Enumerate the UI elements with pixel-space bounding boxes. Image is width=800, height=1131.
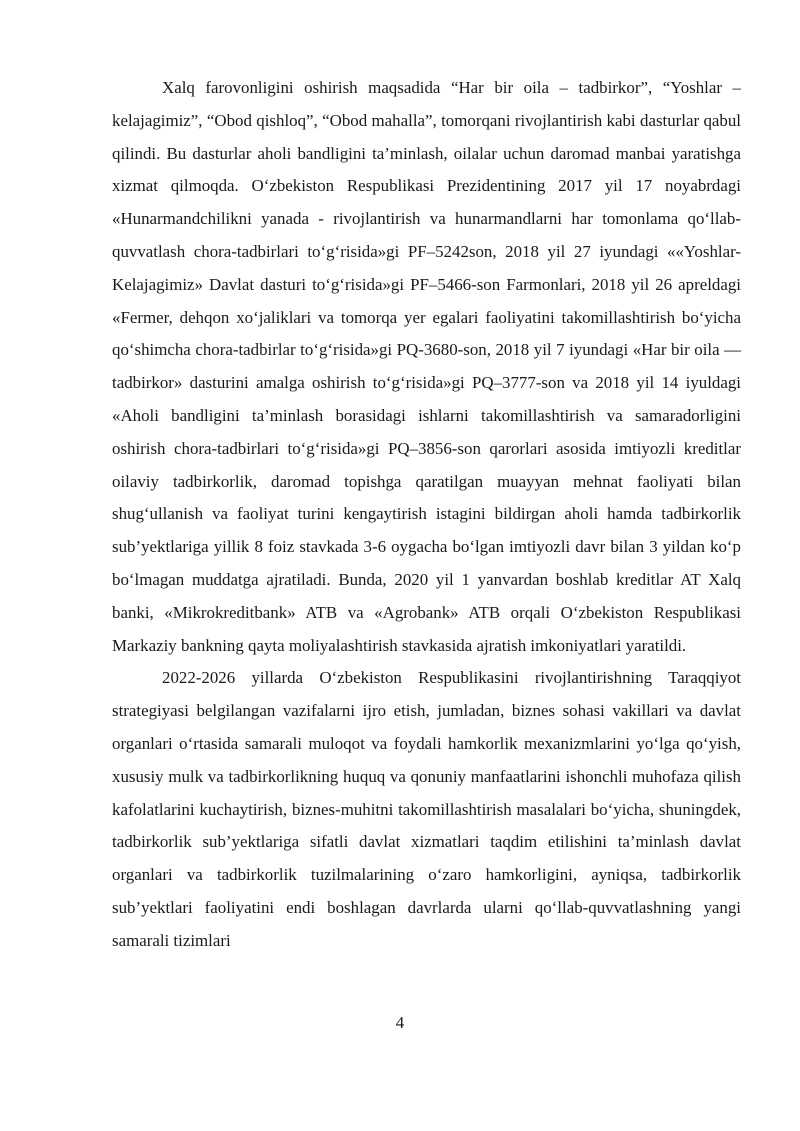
paragraph-1: Xalq farovonligini oshirish maqsadida “Har bir oila – tadbirkor”, “Yoshlar – kelajagimiz”, “Obod qishloq”, “Obod mahalla”, tomorqani rivojlantirish kabi dasturlar qabul qilindi. Bu dasturlar aholi bandligini ta’minlash, oilalar uchun daromad manbai yaratishga xizmat qilmoqda. O‘zbekiston Respublikasi Prezidentining 2017 yil 17 noyabrdagi «Hunarmandchilikni yanada - rivojlantirish va hunarmandlarni har tomonlama qo‘llab-quvvatlash chora-tadbirlari to‘g‘risida»gi PF–5242son, 2018 yil 27 iyundagi ««Yoshlar-Kelajagimiz» Davlat dasturi to‘g‘risida»gi PF–5466-son Farmonlari, 2018 yil 26 apreldagi «Fermer, dehqon xo‘jaliklari va tomorqa yer egalari faoliyatini takomillashtirish bo‘yicha qo‘shimcha chora-tadbirlar to‘g‘risida»gi PQ-3680-son, 2018 yil 7 iyundagi «Har bir oila — tadbirkor» dasturini amalga oshirish to‘g‘risida»gi PQ–3777-son va 2018 yil 14 iyuldagi «Aholi bandligini ta’minlash borasidagi ishlarni takomillashtirish va samaradorligini oshirish chora-tadbirlari to‘g‘risida»gi PQ–3856-son qarorlari asosida imtiyozli kreditlar oilaviy tadbirkorlik, daromad topishga qaratilgan muayyan mehnat faoliyati bilan shug‘ullanish va faoliyat turini kengaytirish istagini bildirgan aholi hamda tadbirkorlik sub’yektlariga yillik 8 foiz stavkada 3-6 oygacha bo‘lgan imtiyozli davr bilan 3 yildan ko‘p bo‘lmagan muddatga ajratiladi. Bunda, 2020 yil 1 yanvardan boshlab kreditlar AT Xalq banki, «Mikrokreditbank» ATB va «Agrobank» ATB orqali O‘zbekiston Respublikasi Markaziy bankning qayta moliyalashtirish stavkasida ajratish imkoniyatlari yaratildi. bbox=[112, 78, 741, 655]
paragraph-2: 2022-2026 yillarda O‘zbekiston Respublikasini rivojlantirishning Taraqqiyot strategiyasi belgilangan vazifalarni ijro etish, jumladan, biznes sohasi vakillari va davlat organlari o‘rtasida samarali muloqot va foydali hamkorlik mexanizmlarini yo‘lga qo‘yish, xususiy mulk va tadbirkorlikning huquq va qonuniy manfaatlarini ishonchli muhofaza qilish kafolatlarini kuchaytirish, biznes-muhitni takomillashtirish masalalari bo‘yicha, shuningdek, tadbirkorlik sub’yektlariga sifatli davlat xizmatlari taqdim etilishini ta’minlash davlat organlari va tadbirkorlik tuzilmalarining o‘zaro hamkorligini, ayniqsa, tadbirkorlik sub’yektlari faoliyatini endi boshlagan davrlarda ularni qo‘llab-quvvatlashning yangi samarali tizimlari bbox=[112, 668, 741, 950]
body-text bbox=[112, 72, 741, 958]
page-number: 4 bbox=[395, 1013, 405, 1032]
